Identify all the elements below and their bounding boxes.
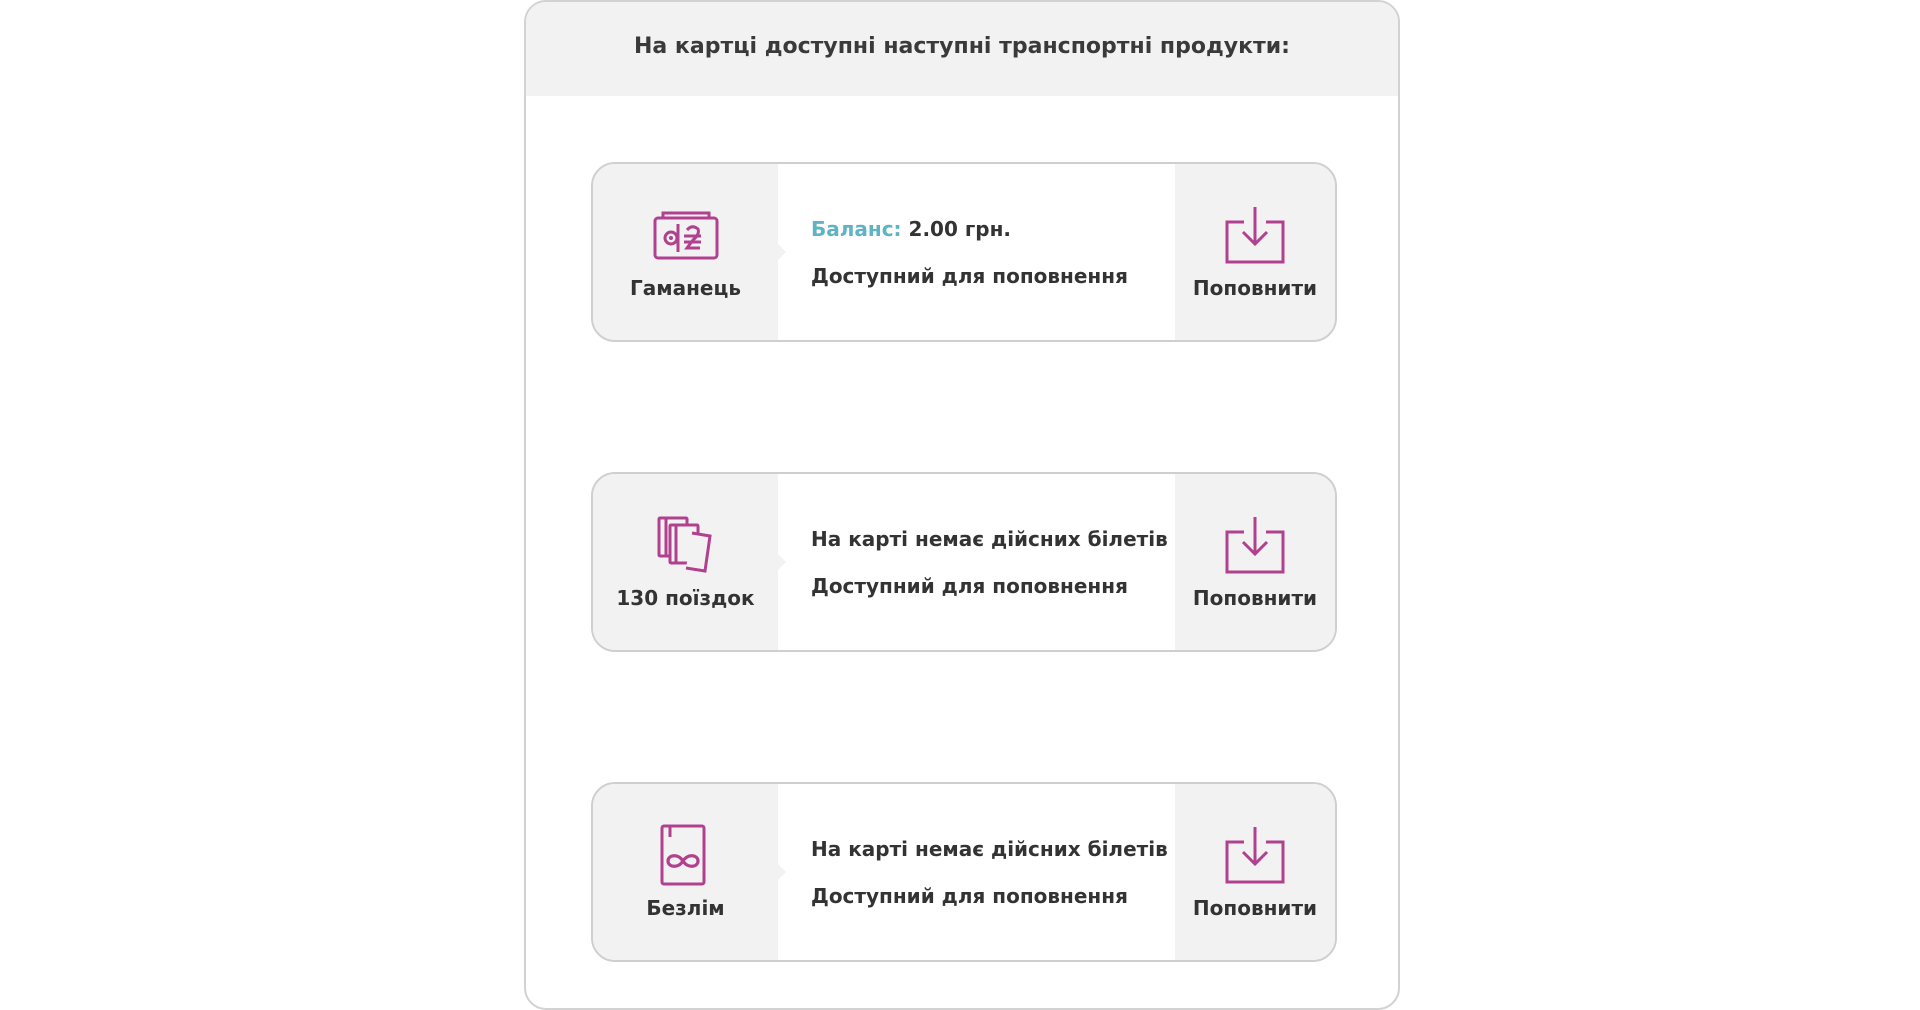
- balance-line: [811, 217, 1175, 241]
- download-icon: [1222, 514, 1288, 576]
- product-info-wallet: [593, 164, 778, 340]
- product-info-text: На карті немає дійсних білетів: [811, 836, 1168, 861]
- download-icon: [1222, 204, 1288, 266]
- topup-button-wallet[interactable]: [1175, 164, 1335, 340]
- product-details-trips: [778, 474, 1175, 650]
- topup-button-trips[interactable]: [1175, 474, 1335, 650]
- panel-title: На картці доступні наступні транспортні продукти:: [634, 33, 1290, 59]
- product-status: Доступний для поповнення: [811, 263, 1128, 288]
- product-details-wallet: [778, 164, 1175, 340]
- product-name: 130 поїздок: [616, 586, 755, 610]
- panel-header: [526, 2, 1398, 96]
- topup-button-unlimited[interactable]: [1175, 784, 1335, 960]
- product-info-trips: [593, 474, 778, 650]
- products-panel: [524, 0, 1400, 1010]
- product-name: Гаманець: [630, 276, 741, 300]
- product-card-unlimited: [591, 782, 1337, 962]
- topup-label: Поповнити: [1192, 896, 1318, 920]
- unlimited-icon: [651, 824, 721, 886]
- product-name: Безлім: [646, 896, 725, 920]
- product-card-trips: [591, 472, 1337, 652]
- topup-label: Поповнити: [1192, 276, 1318, 300]
- product-details-unlimited: [778, 784, 1175, 960]
- product-info-text: На карті немає дійсних білетів: [811, 526, 1168, 551]
- product-status: Доступний для поповнення: [811, 883, 1128, 908]
- balance-value: 2.00 грн.: [901, 216, 1012, 241]
- product-card-wallet: [591, 162, 1337, 342]
- download-icon: [1222, 824, 1288, 886]
- wallet-icon: [651, 204, 721, 266]
- balance-label: Баланс:: [811, 216, 902, 241]
- topup-label: Поповнити: [1192, 586, 1318, 610]
- product-status: Доступний для поповнення: [811, 573, 1128, 598]
- product-info-unlimited: [593, 784, 778, 960]
- tickets-icon: [651, 514, 721, 576]
